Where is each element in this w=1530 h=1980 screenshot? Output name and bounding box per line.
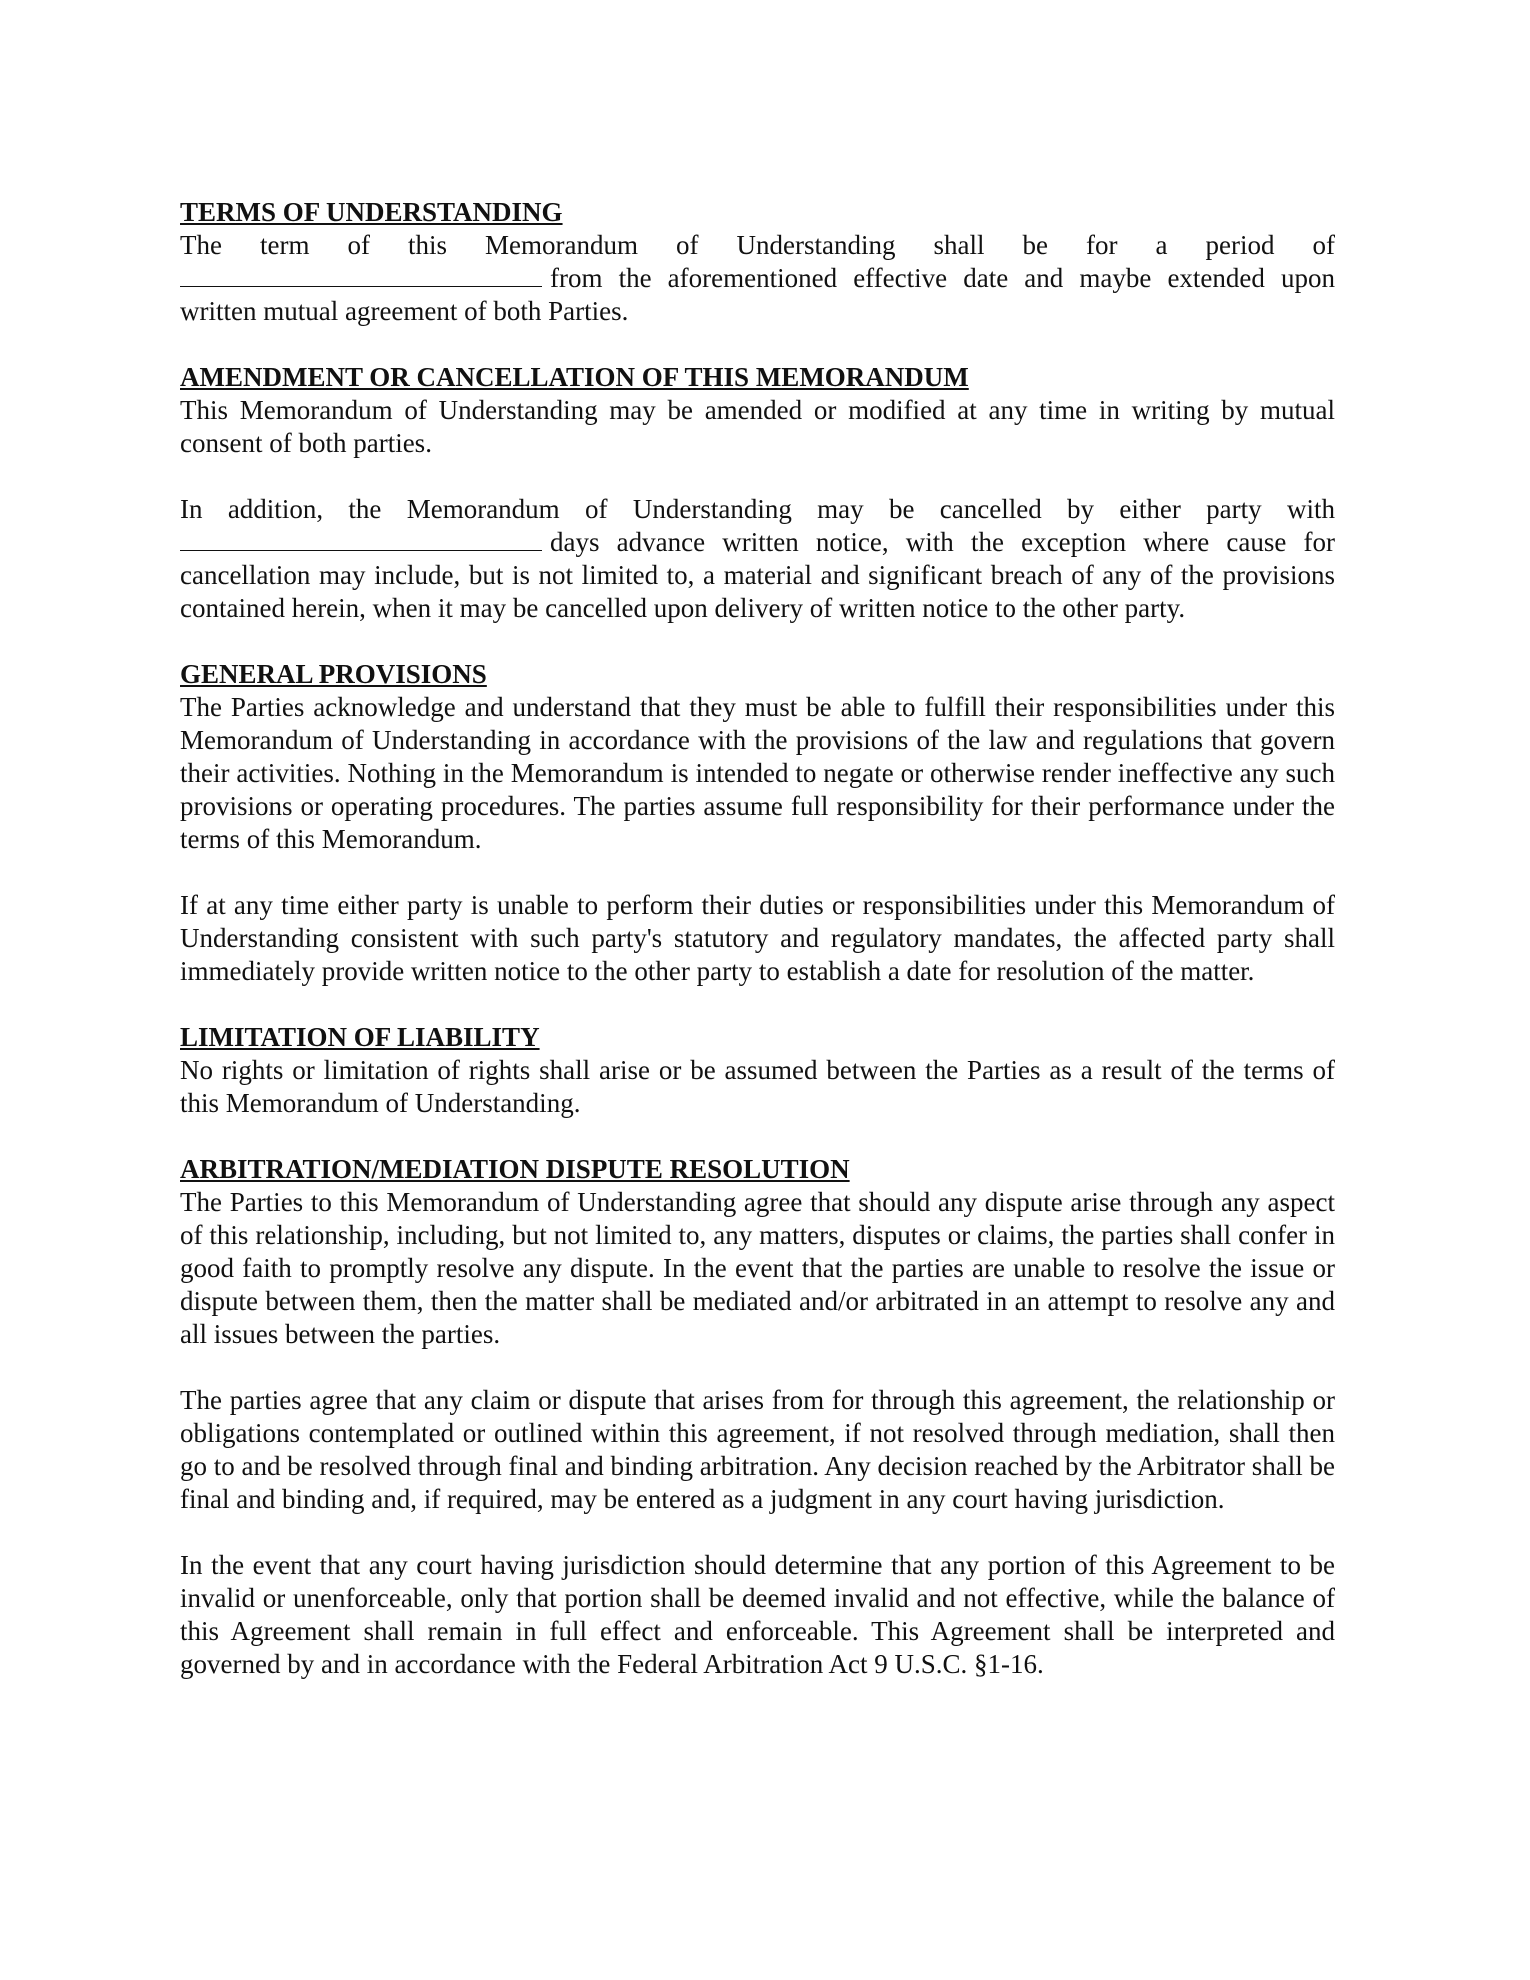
document-page [180, 196, 1335, 1681]
arbitration-paragraph-1: The Parties to this Memorandum of Understanding agree that should any dispute arise through any aspect of this relationship, including, but not limited to, any matters, disputes or claims, the parties shall confer in good faith to promptly resolve any dispute. In the event that the parties are unable to resolve the issue or dispute between them, then the matter shall be mediated and/or arbitrated in an attempt to resolve any and all issues between the parties. [180, 1187, 1335, 1349]
liability-paragraph-1: No rights or limitation of rights shall arise or be assumed between the Parties as a result of the terms of this Memorandum of Understanding. [180, 1055, 1335, 1118]
term-period-blank[interactable] [180, 264, 542, 287]
terms-paragraph-rest: written mutual agreement of both Parties. [180, 296, 629, 326]
arbitration-paragraph-3: In the event that any court having jurisdiction should determine that any portion of this Agreement to be invalid or unenforceable, only that portion shall be deemed invalid and not effective, while the balance of this Agreement shall remain in full effect and enforceable. This Agreement shall be interpreted and governed by and in accordance with the Federal Arbitration Act 9 U.S.C. §1-16. [180, 1550, 1335, 1679]
notice-days-blank[interactable] [180, 528, 542, 551]
amendment-paragraph-2-line2 [180, 526, 1335, 559]
section-title-amendment: AMENDMENT OR CANCELLATION OF THIS MEMORANDUM [180, 362, 969, 392]
terms-paragraph-line1: The term of this Memorandum of Understanding shall be for a period of [180, 230, 1335, 260]
terms-after-blank-text: from the aforementioned effective date and maybe extended upon [550, 263, 1335, 293]
section-title-liability: LIMITATION OF LIABILITY [180, 1022, 540, 1052]
section-title-arbitration: ARBITRATION/MEDIATION DISPUTE RESOLUTION [180, 1154, 850, 1184]
amendment-paragraph-1: This Memorandum of Understanding may be amended or modified at any time in writing by mutual consent of both parties. [180, 395, 1335, 458]
terms-paragraph-line2 [180, 262, 1335, 295]
amendment-after-blank-text: days advance written notice, with the exception where cause for [550, 527, 1335, 557]
general-paragraph-1: The Parties acknowledge and understand that they must be able to fulfill their responsibilities under this Memorandum of Understanding in accordance with the provisions of the law and regulations that govern their activities. Nothing in the Memorandum is intended to negate or otherwise render ineffective any such provisions or operating procedures. The parties assume full responsibility for their performance under the terms of this Memorandum. [180, 692, 1335, 854]
section-title-terms: TERMS OF UNDERSTANDING [180, 197, 563, 227]
amendment-paragraph-2-rest: cancellation may include, but is not limited to, a material and significant breach of any of the provisions contained herein, when it may be cancelled upon delivery of written notice to the other party. [180, 560, 1335, 623]
amendment-paragraph-2-line1: In addition, the Memorandum of Understanding may be cancelled by either party with [180, 494, 1335, 524]
general-paragraph-2: If at any time either party is unable to perform their duties or responsibilities under this Memorandum of Understanding consistent with such party's statutory and regulatory mandates, the affected party shall immediately provide written notice to the other party to establish a date for resolution of the matter. [180, 890, 1335, 986]
section-title-general: GENERAL PROVISIONS [180, 659, 487, 689]
arbitration-paragraph-2: The parties agree that any claim or dispute that arises from for through this agreement, the relationship or obligations contemplated or outlined within this agreement, if not resolved through mediation, shall then go to and be resolved through final and binding arbitration. Any decision reached by the Arbitrator shall be final and binding and, if required, may be entered as a judgment in any court having jurisdiction. [180, 1385, 1335, 1514]
